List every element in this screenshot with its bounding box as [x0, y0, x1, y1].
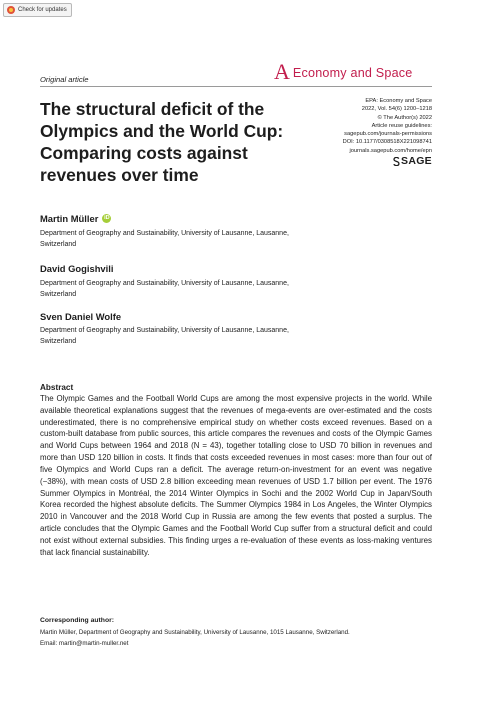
reuse-guidelines-label: Article reuse guidelines:: [371, 122, 432, 129]
corresponding-author-details: [40, 627, 432, 649]
header-divider: [40, 86, 432, 87]
article-type: Original article: [40, 75, 89, 84]
journal-name: Economy and Space: [292, 66, 413, 80]
copyright: © The Author(s) 2022: [377, 114, 432, 121]
paper-title: The structural deficit of the Olympics and the World Cup: Comparing costs against revenues over time: [40, 99, 284, 185]
author-affiliation: Department of Geography and Sustainability, University of Lausanne, Lausanne, Switzerland: [40, 230, 289, 248]
journal-logo-letter: A: [274, 59, 290, 84]
corresponding-author-email[interactable]: Email: martin@martin-muller.net: [40, 640, 129, 647]
corresponding-author-heading: Corresponding author:: [40, 617, 115, 624]
check-for-updates-button[interactable]: [3, 3, 72, 17]
sage-wordmark: SAGE: [401, 155, 432, 168]
sage-s-icon: [393, 157, 400, 166]
crossmark-icon: [7, 6, 15, 14]
check-for-updates-label: Check for updates: [18, 7, 67, 13]
author-name-text: Martin Müller: [40, 213, 99, 224]
abstract-heading: Abstract: [40, 383, 74, 392]
author-affiliation: Department of Geography and Sustainability, University of Lausanne, Lausanne, Switzerland: [40, 280, 289, 298]
journal-logo: [274, 61, 413, 83]
author-name-text: Sven Daniel Wolfe: [40, 311, 122, 322]
doi-link[interactable]: DOI: 10.1177/0308518X221098741: [342, 139, 432, 146]
sage-logo: [343, 157, 432, 166]
publication-meta: [343, 97, 432, 166]
author-affiliation: Department of Geography and Sustainability, University of Lausanne, Lausanne, Switzerland: [40, 327, 289, 345]
journal-citation: EPA: Economy and Space: [365, 98, 432, 104]
volume-info: 2022, Vol. 54(6) 1200–1218: [361, 106, 432, 113]
author-name: [40, 213, 111, 224]
abstract-body: The Olympic Games and the Football World Cups are among the most expensive projects in the world. While available theoretical explanations suggest that the revenues of mega-events are over-estimated and the costs underestimated, there is no comprehensive empirical study on whether costs exceed revenues. Based on a custom-built database from public sources, this article compares the revenues and costs of the Olympic Games and World Cups between 1964 and 2018 (N = 43), together totalling close to USD 70 billion in revenues and more than USD 120 billion in costs. It finds that costs exceeded revenues in most cases: more than four out of five Olympics and World Cups ran a deficit. The average return-on-investment for an event was negative (−38%), with mean costs of USD 2.8 billion exceeding mean revenues of USD 1.7 billion per event. The 1976 Summer Olympics in Montréal, the 2014 Winter Olympics in Sochi and the 2002 World Cup in Japan/South Korea recorded the highest absolute deficits. The Summer Olympics 1984 in Los Angeles, the Winter Olympics 2010 in Vancouver and the 2018 World Cup in Russia are among the few events that posted a surplus. The article concludes that the Olympic Games and the Football World Cup suffer from a structural deficit and could not exist without external subsidies. This finding urges a re-evaluation of these events as loss-making ventures that lack financial sustainability.: [40, 394, 432, 557]
author-name: [40, 263, 113, 274]
journal-home-link[interactable]: journals.sagepub.com/home/epn: [349, 147, 432, 154]
permissions-link[interactable]: sagepub.com/journals-permissions: [344, 131, 432, 138]
corresponding-author-address: Martin Müller, Department of Geography and Sustainability, University of Lausanne, 1015 Lausanne, Switzerland.: [40, 629, 350, 636]
author-name: [40, 311, 121, 322]
author-name-text: David Gogishvili: [40, 263, 114, 274]
orcid-icon[interactable]: iD: [102, 214, 111, 223]
